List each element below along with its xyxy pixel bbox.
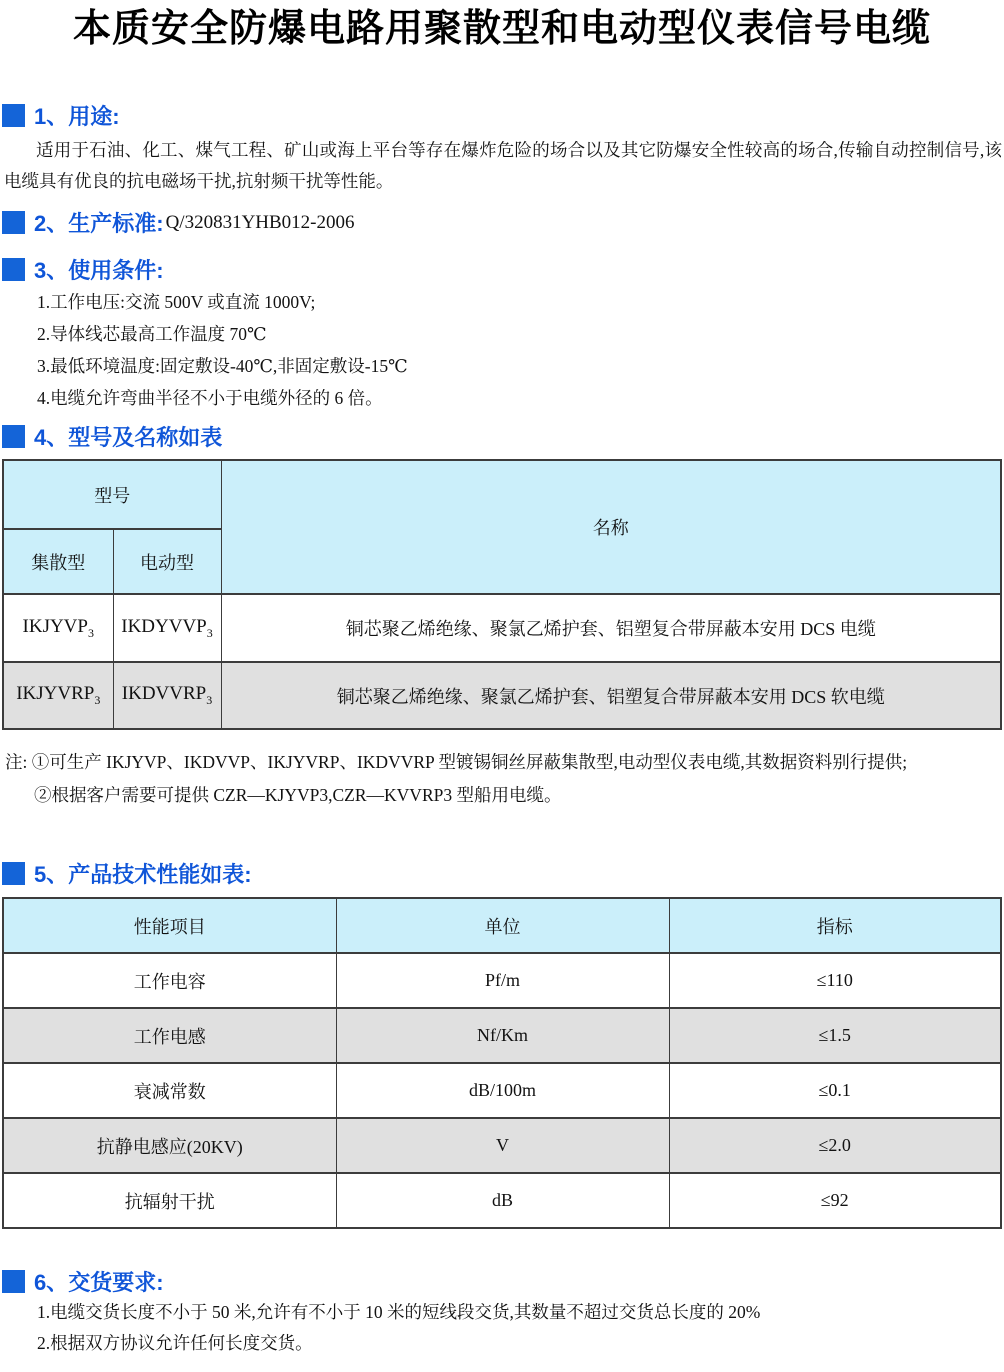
table-cell: 抗辐射干扰 — [3, 1173, 336, 1228]
section-1-heading-label: 1、用途: — [34, 104, 120, 129]
table-cell-name: 铜芯聚乙烯绝缘、聚氯乙烯护套、铝塑复合带屏蔽本安用 DCS 软电缆 — [221, 662, 1001, 729]
table-cell: ≤0.1 — [669, 1063, 1001, 1118]
table-cell: dB — [336, 1173, 669, 1228]
table-row — [3, 662, 1001, 729]
blue-square-icon — [2, 258, 25, 281]
table-cell-model — [3, 662, 113, 729]
list-item: 1.电缆交货长度不小于 50 米,允许有不小于 10 米的短线段交货,其数量不超过交货总长度的 20% — [37, 1302, 761, 1322]
column-header-electric: 电动型 — [113, 529, 221, 594]
section-3-heading — [2, 254, 164, 285]
table-cell: dB/100m — [336, 1063, 669, 1118]
model-code-subscript: 3 — [206, 692, 213, 707]
table-cell: V — [336, 1118, 669, 1173]
table-cell: 抗静电感应(20KV) — [3, 1118, 336, 1173]
table-row — [3, 1173, 1001, 1228]
column-header-dcs: 集散型 — [3, 529, 113, 594]
table-cell: ≤2.0 — [669, 1118, 1001, 1173]
section-5-heading — [2, 858, 252, 889]
list-item: 4.电缆允许弯曲半径不小于电缆外径的 6 倍。 — [37, 388, 383, 408]
table-cell: Nf/Km — [336, 1008, 669, 1063]
table-row — [3, 1063, 1001, 1118]
table-row — [3, 460, 1001, 529]
table-row — [3, 1118, 1001, 1173]
list-item: 3.最低环境温度:固定敷设-40℃,非固定敷设-15℃ — [37, 356, 408, 376]
list-item: 1.工作电压:交流 500V 或直流 1000V; — [37, 292, 316, 312]
table-cell: ≤1.5 — [669, 1008, 1001, 1063]
blue-square-icon — [2, 211, 25, 234]
table-cell: 工作电容 — [3, 953, 336, 1008]
blue-square-icon — [2, 1270, 25, 1293]
table-cell-name: 铜芯聚乙烯绝缘、聚氯乙烯护套、铝塑复合带屏蔽本安用 DCS 电缆 — [221, 594, 1001, 662]
table-cell: 工作电感 — [3, 1008, 336, 1063]
table-cell-model — [3, 594, 113, 662]
model-code: IKJYVRP — [16, 683, 95, 705]
section-5-heading-label: 5、产品技术性能如表: — [34, 862, 252, 887]
list-item: 2.根据双方协议允许任何长度交货。 — [37, 1333, 313, 1353]
column-header-item: 性能项目 — [3, 898, 336, 953]
table-row — [3, 594, 1001, 662]
model-code: IKDVVRP — [121, 683, 207, 705]
section-3-heading-label: 3、使用条件: — [34, 258, 164, 283]
section-4-heading-label: 4、型号及名称如表 — [34, 425, 223, 450]
section-2-heading-label: 2、生产标准: — [34, 211, 164, 236]
table-row — [3, 1008, 1001, 1063]
usage-conditions-list — [37, 286, 994, 414]
table-row — [3, 953, 1001, 1008]
page-title: 本质安全防爆电路用聚散型和电动型仪表信号电缆 — [72, 8, 931, 50]
delivery-requirements-list — [37, 1297, 994, 1359]
table-notes — [5, 746, 999, 812]
model-code: IKJYVP — [22, 615, 88, 637]
model-code: IKDYVVP — [121, 615, 207, 637]
section-2-heading — [2, 207, 355, 238]
column-header-model: 型号 — [3, 460, 221, 529]
column-header-unit: 单位 — [336, 898, 669, 953]
column-header-index: 指标 — [669, 898, 1001, 953]
column-header-name: 名称 — [221, 460, 1001, 594]
table-cell-model — [113, 662, 221, 729]
section-1-heading — [2, 100, 120, 131]
table-cell: Pf/m — [336, 953, 669, 1008]
blue-square-icon — [2, 425, 25, 448]
section-4-heading — [2, 421, 222, 452]
section-1-body: 适用于石油、化工、煤气工程、矿山或海上平台等存在爆炸危险的场合以及其它防爆安全性较高的场合,传输自动控制信号,该电缆具有优良的抗电磁场干扰,抗射频干扰等性能。 — [4, 140, 1002, 191]
section-6-heading — [2, 1266, 164, 1297]
table-cell: ≤92 — [669, 1173, 1001, 1228]
model-code-subscript: 3 — [206, 625, 213, 640]
blue-square-icon — [2, 104, 25, 127]
production-standard-value: Q/320831YHB012-2006 — [165, 211, 355, 233]
model-code-subscript: 3 — [94, 692, 101, 707]
blue-square-icon — [2, 862, 25, 885]
table-cell: 衰减常数 — [3, 1063, 336, 1118]
note-line: ②根据客户需要可提供 CZR—KJYVP3,CZR—KVVRP3 型船用电缆。 — [34, 785, 562, 805]
model-code-subscript: 3 — [87, 625, 94, 640]
list-item: 2.导体线芯最高工作温度 70℃ — [37, 324, 267, 344]
section-6-heading-label: 6、交货要求: — [34, 1270, 164, 1295]
table-row — [3, 898, 1001, 953]
table-cell: ≤110 — [669, 953, 1001, 1008]
model-name-table — [2, 459, 1002, 730]
note-line: 注: ①可生产 IKJYVP、IKDVVP、IKJYVRP、IKDVVRP 型镀锡铜丝屏蔽集散型,电动型仪表电缆,其数据资料别行提供; — [5, 752, 908, 772]
table-cell-model — [113, 594, 221, 662]
performance-table — [2, 897, 1002, 1229]
